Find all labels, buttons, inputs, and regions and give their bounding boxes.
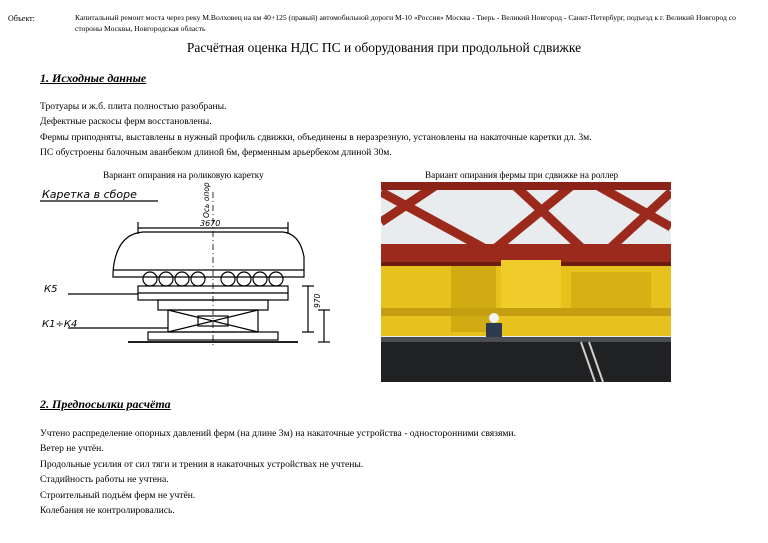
initial-data-line: Дефектные раскосы ферм восстановлены. xyxy=(40,116,212,128)
assumption-line: Колебания не контролировались. xyxy=(40,505,175,517)
object-header xyxy=(8,12,763,34)
assumption-line: Строительный подъём ферм не учтён. xyxy=(40,489,196,501)
assumption-line: Продольные усилия от сил тяги и трения в накаточных устройствах не учтены. xyxy=(40,458,364,470)
left-figure-caption: Вариант опирания на роликовую каретку xyxy=(103,170,264,180)
roller-carriage-drawing xyxy=(38,182,336,350)
initial-data-line: Тротуары и ж.б. плита полностью разобраны. xyxy=(40,101,227,112)
object-label: Объект: xyxy=(8,14,35,23)
drawing-title: Каретка в сборе xyxy=(42,188,137,201)
section-heading-initial-data: 1. Исходные данные xyxy=(40,71,147,85)
page-title: Расчётная оценка НДС ПС и оборудования при продольной сдвижке xyxy=(186,40,582,55)
assumption-line: Стадийность работы не учтена. xyxy=(40,474,169,486)
section-heading-assumptions: 2. Предпосылки расчёта xyxy=(40,397,171,411)
drawing-dimension-top: 3670 xyxy=(200,219,221,228)
drawing-axis-label: Ось опор xyxy=(202,182,211,218)
drawing-label-k5: К5 xyxy=(44,284,58,295)
initial-data-line: ПС обустроены балочным аванбеком длиной 6м, ферменным арьербеком длиной 30м. xyxy=(40,147,392,159)
right-figure-caption: Вариант опирания фермы при сдвижке на роллер xyxy=(425,170,619,180)
assumption-line: Учтено распределение опорных давлений ферм (на длине 3м) на накаточные устройства - односторонними связями. xyxy=(40,428,516,439)
carriage-drawing-svg xyxy=(38,182,336,350)
roller-support-photo xyxy=(381,182,671,382)
initial-data-line: Фермы приподняты, выставлены в нужный профиль сдвижки, объединены в неразрезную, установлены на накаточные каретки дл. 3м. xyxy=(40,131,592,143)
drawing-dimension-right: 970 xyxy=(313,293,322,308)
roller-photo-svg xyxy=(381,182,671,382)
initial-data-list xyxy=(40,99,592,161)
object-description: Капитальный ремонт моста через реку М.Волховец на км 40+125 (правый) автомобильной дороги М-10 «Россия» Москва - Тверь - Великий Новгород - Санкт-Петербург, подъезд к г. Великий Новгород со стороны Москвы, Новгородская область xyxy=(75,13,736,33)
drawing-label-k1-k4: К1÷К4 xyxy=(42,319,78,330)
assumptions-list xyxy=(40,426,516,518)
assumption-line: Ветер не учтён. xyxy=(40,443,104,455)
